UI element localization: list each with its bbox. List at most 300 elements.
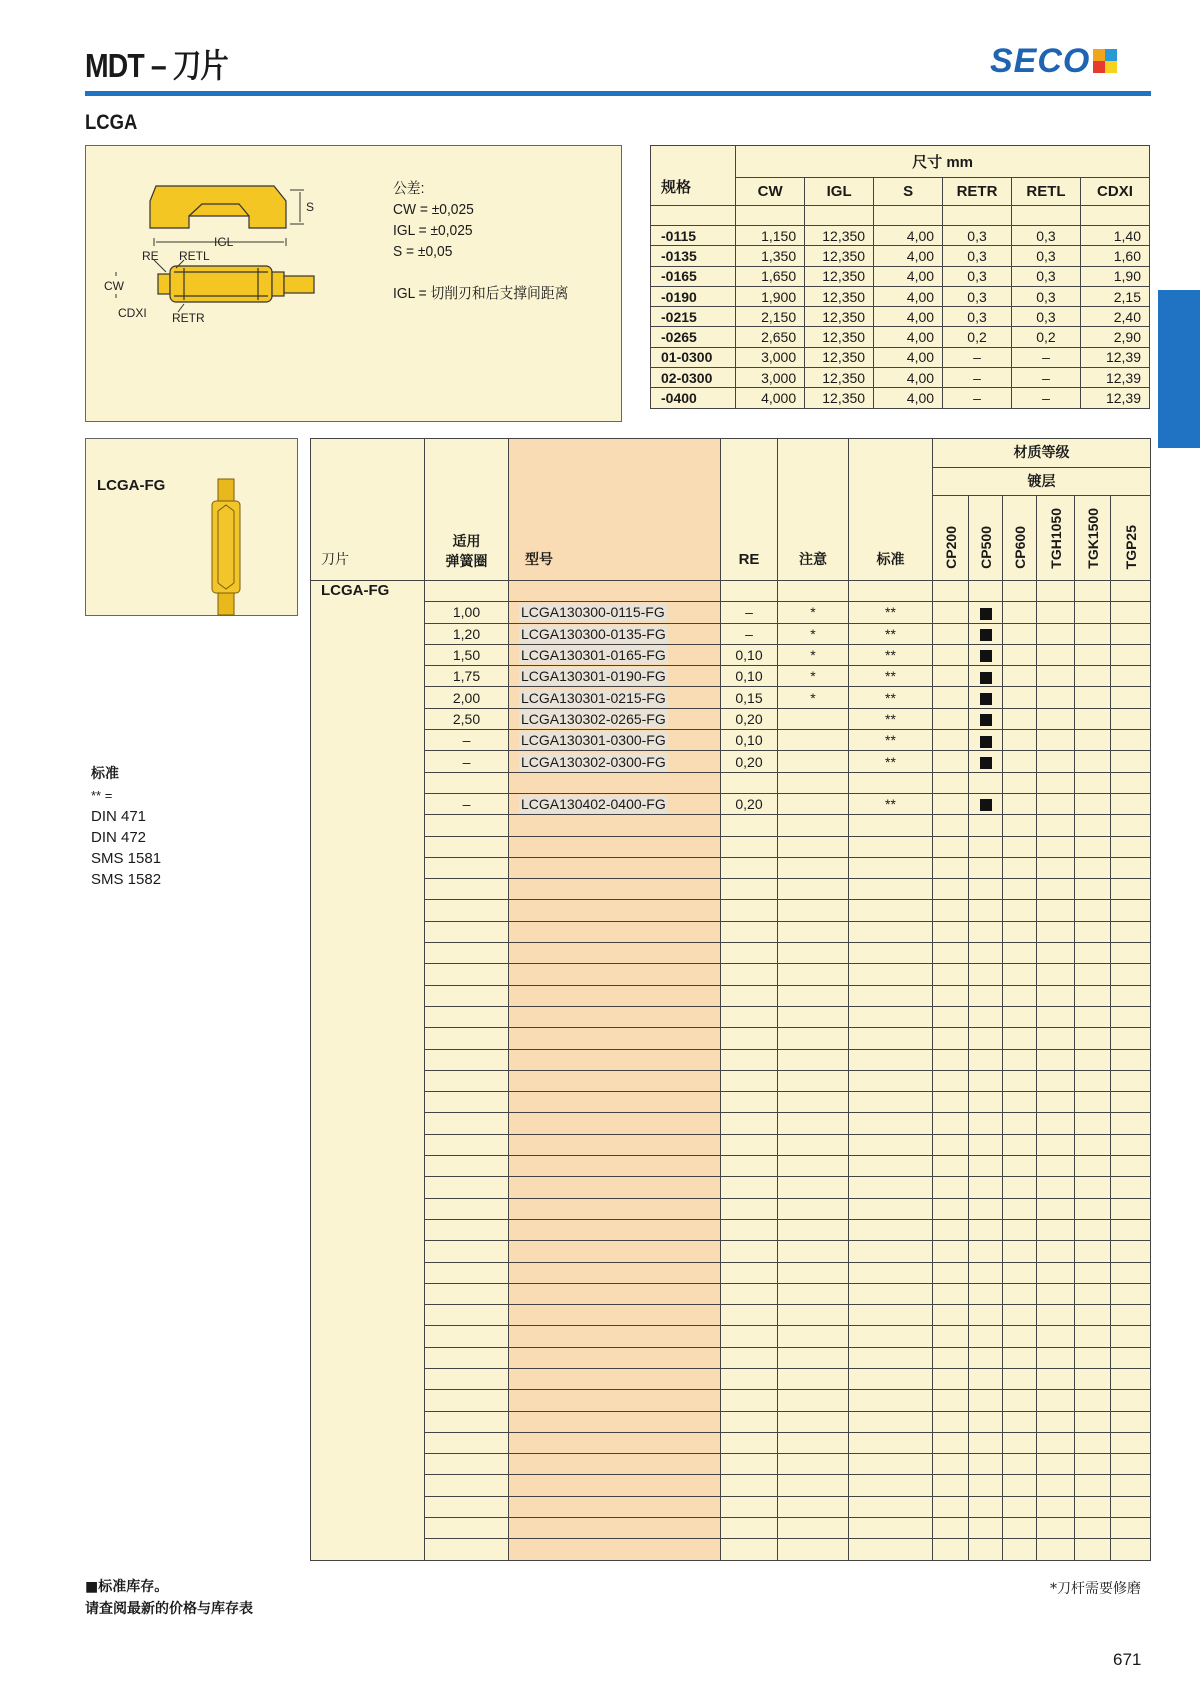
page-title: MDT – 刀片 (85, 47, 228, 84)
model-code-cell (509, 708, 721, 729)
empty-cell (849, 1070, 933, 1091)
group-label: LCGA-FG (311, 581, 425, 1561)
empty-cell (425, 1134, 509, 1155)
insert-drawing (94, 176, 354, 356)
empty-cell (1003, 1347, 1037, 1368)
dim-value-retr: 0,2 (943, 327, 1012, 347)
dim-col-header-cdxi: CDXI (1080, 178, 1149, 206)
empty-row (311, 1539, 1151, 1560)
empty-cell (933, 1518, 969, 1539)
product-row (311, 602, 1151, 623)
empty-cell (1003, 943, 1037, 964)
empty-cell (721, 1241, 778, 1262)
empty-cell (721, 1496, 778, 1517)
empty-cell (721, 815, 778, 836)
empty-cell (1111, 1262, 1151, 1283)
empty-cell (933, 1283, 969, 1304)
stock-cell-cp200 (933, 644, 969, 665)
empty-row (311, 943, 1151, 964)
empty-cell (1111, 1390, 1151, 1411)
empty-cell (933, 1390, 969, 1411)
empty-cell (1111, 1518, 1151, 1539)
size-code: -0165 (651, 266, 736, 286)
empty-cell (969, 985, 1003, 1006)
stock-cell-tgk1500 (1075, 730, 1111, 751)
standard-sms1582: SMS 1582 (91, 871, 162, 888)
stock-cell-tgh1050 (1037, 623, 1075, 644)
empty-cell (509, 1539, 721, 1560)
stock-cell-tgk1500 (1075, 708, 1111, 729)
empty-row (311, 1518, 1151, 1539)
note-mark-cell (778, 751, 849, 772)
empty-cell (1003, 1518, 1037, 1539)
dim-value-cdxi: 12,39 (1080, 368, 1149, 388)
empty-cell (425, 581, 509, 602)
standard-col-header: 标准 (849, 439, 933, 581)
empty-cell (969, 836, 1003, 857)
stock-cell-cp600 (1003, 666, 1037, 687)
empty-cell (1037, 1518, 1075, 1539)
empty-cell (509, 1326, 721, 1347)
empty-cell (969, 1262, 1003, 1283)
empty-cell (1003, 1156, 1037, 1177)
standards-eq: ** = (91, 788, 113, 803)
empty-cell (1003, 879, 1037, 900)
empty-cell (933, 900, 969, 921)
igl-definition: IGL = 切削刃和后支撑间距离 (393, 285, 569, 302)
empty-cell (1037, 943, 1075, 964)
note-mark-cell: * (778, 687, 849, 708)
empty-cell (721, 1326, 778, 1347)
grade-label: CP600 (1011, 526, 1028, 569)
empty-cell (933, 1326, 969, 1347)
empty-row (311, 1092, 1151, 1113)
empty-cell (425, 857, 509, 878)
re-value-cell: 0,20 (721, 708, 778, 729)
standard-din472: DIN 472 (91, 829, 147, 846)
stock-cell-cp200 (933, 602, 969, 623)
empty-cell (1111, 1028, 1151, 1049)
empty-cell (969, 1177, 1003, 1198)
product-row (311, 708, 1151, 729)
empty-cell (849, 1241, 933, 1262)
empty-cell (1075, 1092, 1111, 1113)
empty-cell (933, 1070, 969, 1091)
stock-cell-cp500 (969, 708, 1003, 729)
empty-cell (721, 1198, 778, 1219)
empty-cell (721, 1368, 778, 1389)
empty-cell (509, 1092, 721, 1113)
stock-cell-tgh1050 (1037, 772, 1075, 793)
empty-row (311, 1326, 1151, 1347)
empty-cell (1111, 1454, 1151, 1475)
re-value-cell (721, 772, 778, 793)
logo-squares-icon (1093, 49, 1117, 73)
empty-row (311, 900, 1151, 921)
stock-cell-cp600 (1003, 751, 1037, 772)
empty-cell (778, 879, 849, 900)
empty-cell (849, 1156, 933, 1177)
model-code[interactable]: LCGA130301-0215-FG (521, 689, 666, 706)
empty-cell (778, 1177, 849, 1198)
empty-cell (1075, 1156, 1111, 1177)
model-code-cell (509, 793, 721, 814)
empty-cell (1037, 879, 1075, 900)
empty-cell (1075, 836, 1111, 857)
empty-cell (778, 1390, 849, 1411)
dim-value-cw: 4,000 (736, 388, 805, 408)
empty-cell (509, 1432, 721, 1453)
empty-cell (778, 1134, 849, 1155)
stock-cell-tgk1500 (1075, 751, 1111, 772)
grade-col-header-cp600 (1003, 496, 1037, 581)
dim-value-igl: 12,350 (805, 347, 874, 367)
empty-cell (933, 815, 969, 836)
dim-value-retr: 0,3 (943, 286, 1012, 306)
empty-cell (778, 1475, 849, 1496)
stock-cell-tgp25 (1111, 708, 1151, 729)
standard-mark-cell: ** (849, 644, 933, 665)
dim-row (651, 388, 1150, 408)
tolerance-igl: IGL = ±0,025 (393, 222, 473, 239)
grade-col-header-tgh1050 (1037, 496, 1075, 581)
empty-cell (509, 921, 721, 942)
empty-cell (1075, 1028, 1111, 1049)
empty-cell (425, 964, 509, 985)
empty-cell (425, 1006, 509, 1027)
model-code[interactable]: LCGA130402-0400-FG (521, 796, 666, 813)
stock-cell-cp500 (969, 687, 1003, 708)
size-code: -0215 (651, 307, 736, 327)
stock-cell-tgp25 (1111, 793, 1151, 814)
dim-value-s: 4,00 (874, 368, 943, 388)
spring-ring-size-cell: – (425, 793, 509, 814)
empty-cell (1037, 1156, 1075, 1177)
dim-value-retl: 0,3 (1012, 246, 1081, 266)
empty-cell (1037, 1305, 1075, 1326)
empty-cell (1075, 1518, 1111, 1539)
empty-cell (721, 1283, 778, 1304)
insert-image-panel (85, 438, 298, 616)
empty-cell (721, 1177, 778, 1198)
dim-row (651, 327, 1150, 347)
empty-cell (1075, 964, 1111, 985)
empty-cell (849, 1432, 933, 1453)
tolerance-block (393, 178, 568, 304)
empty-cell (933, 1305, 969, 1326)
grade-label: CP200 (942, 526, 959, 569)
spacer-cell (874, 206, 943, 226)
empty-cell (425, 836, 509, 857)
empty-cell (1111, 1006, 1151, 1027)
size-header: 规格 (651, 146, 736, 206)
spring-ring-col-header: 适用 弹簧圈 (425, 439, 509, 581)
stock-square-icon (980, 608, 992, 620)
spring-ring-size-cell (425, 772, 509, 793)
empty-cell (1003, 921, 1037, 942)
empty-cell (933, 1113, 969, 1134)
dim-value-s: 4,00 (874, 388, 943, 408)
empty-cell (933, 1539, 969, 1560)
dim-value-cdxi: 2,40 (1080, 307, 1149, 327)
empty-cell (849, 1454, 933, 1475)
empty-cell (1037, 1219, 1075, 1240)
empty-cell (849, 1092, 933, 1113)
note-mark-cell (778, 708, 849, 729)
stock-cell-tgp25 (1111, 772, 1151, 793)
footer-notes (85, 1576, 253, 1620)
empty-cell (1037, 1134, 1075, 1155)
empty-cell (509, 1134, 721, 1155)
empty-cell (933, 964, 969, 985)
empty-cell (1111, 1326, 1151, 1347)
empty-cell (969, 581, 1003, 602)
size-code: -0135 (651, 246, 736, 266)
dim-col-header-s: S (874, 178, 943, 206)
grade-label: TGK1500 (1084, 508, 1101, 569)
empty-row (311, 1454, 1151, 1475)
empty-cell (721, 1475, 778, 1496)
empty-cell (1075, 1475, 1111, 1496)
empty-cell (1037, 1411, 1075, 1432)
empty-cell (1075, 1347, 1111, 1368)
empty-cell (721, 836, 778, 857)
empty-cell (933, 985, 969, 1006)
empty-cell (849, 1411, 933, 1432)
empty-cell (933, 1049, 969, 1070)
empty-cell (969, 1305, 1003, 1326)
empty-cell (778, 1539, 849, 1560)
empty-cell (778, 1049, 849, 1070)
empty-cell (969, 1411, 1003, 1432)
stock-cell-cp600 (1003, 644, 1037, 665)
empty-cell (425, 1454, 509, 1475)
empty-cell (1111, 900, 1151, 921)
note-mark-cell: * (778, 666, 849, 687)
empty-cell (1037, 985, 1075, 1006)
empty-cell (969, 1092, 1003, 1113)
empty-cell (1111, 1070, 1151, 1091)
empty-cell (1075, 879, 1111, 900)
empty-cell (849, 1262, 933, 1283)
stock-cell-tgp25 (1111, 666, 1151, 687)
stock-cell-tgp25 (1111, 644, 1151, 665)
empty-row (311, 1241, 1151, 1262)
label-cdxi: CDXI (118, 306, 147, 320)
stock-cell-tgp25 (1111, 687, 1151, 708)
empty-cell (509, 1411, 721, 1432)
empty-cell (721, 857, 778, 878)
stock-square-icon (980, 757, 992, 769)
empty-cell (933, 1156, 969, 1177)
dim-value-cdxi: 1,60 (1080, 246, 1149, 266)
grade-col-header-tgk1500 (1075, 496, 1111, 581)
re-value-cell: 0,15 (721, 687, 778, 708)
empty-cell (778, 1283, 849, 1304)
dim-value-igl: 12,350 (805, 226, 874, 246)
dim-value-igl: 12,350 (805, 286, 874, 306)
empty-cell (1037, 1283, 1075, 1304)
model-code[interactable]: LCGA130301-0300-FG (521, 732, 666, 749)
empty-cell (1111, 857, 1151, 878)
stock-cell-cp200 (933, 666, 969, 687)
empty-row (311, 1368, 1151, 1389)
empty-cell (849, 1326, 933, 1347)
empty-cell (721, 1134, 778, 1155)
empty-cell (1111, 1156, 1151, 1177)
empty-cell (1075, 1390, 1111, 1411)
empty-cell (425, 921, 509, 942)
empty-cell (933, 1262, 969, 1283)
empty-cell (1037, 900, 1075, 921)
empty-cell (933, 581, 969, 602)
empty-cell (509, 1028, 721, 1049)
empty-cell (1037, 1475, 1075, 1496)
empty-cell (933, 1092, 969, 1113)
stock-cell-cp600 (1003, 772, 1037, 793)
empty-row (311, 836, 1151, 857)
empty-cell (933, 1028, 969, 1049)
page-number: 671 (1113, 1650, 1142, 1669)
empty-cell (1075, 1454, 1111, 1475)
empty-cell (1003, 985, 1037, 1006)
empty-cell (509, 1156, 721, 1177)
standards-note (91, 764, 161, 890)
empty-cell (721, 921, 778, 942)
empty-cell (509, 815, 721, 836)
model-code[interactable]: LCGA130301-0165-FG (521, 647, 666, 664)
re-value-cell: 0,20 (721, 751, 778, 772)
empty-cell (509, 1113, 721, 1134)
empty-cell (1037, 1368, 1075, 1389)
stock-cell-tgh1050 (1037, 751, 1075, 772)
empty-cell (721, 581, 778, 602)
empty-cell (778, 1326, 849, 1347)
empty-row (311, 1262, 1151, 1283)
stock-cell-cp500 (969, 602, 1003, 623)
model-code[interactable]: LCGA130302-0300-FG (521, 753, 666, 770)
empty-cell (1111, 1305, 1151, 1326)
empty-cell (1003, 857, 1037, 878)
dim-value-retr: 0,3 (943, 226, 1012, 246)
empty-cell (425, 1177, 509, 1198)
empty-cell (509, 900, 721, 921)
note-mark-cell: * (778, 602, 849, 623)
empty-cell (1003, 1475, 1037, 1496)
empty-cell (1075, 1198, 1111, 1219)
stock-cell-cp500 (969, 730, 1003, 751)
dim-value-s: 4,00 (874, 266, 943, 286)
re-col-header: RE (721, 439, 778, 581)
empty-row (311, 985, 1151, 1006)
dim-value-retl: – (1012, 388, 1081, 408)
empty-cell (509, 1177, 721, 1198)
empty-row (311, 921, 1151, 942)
empty-cell (933, 1368, 969, 1389)
empty-cell (1037, 1092, 1075, 1113)
empty-cell (1111, 964, 1151, 985)
empty-cell (849, 1134, 933, 1155)
empty-cell (778, 1496, 849, 1517)
empty-cell (969, 1539, 1003, 1560)
empty-cell (778, 1070, 849, 1091)
empty-cell (1003, 1092, 1037, 1113)
product-row (311, 730, 1151, 751)
empty-cell (849, 1496, 933, 1517)
grade-label: CP500 (977, 526, 994, 569)
size-code: 02-0300 (651, 368, 736, 388)
tolerance-heading: 公差: (393, 180, 425, 197)
model-code[interactable]: LCGA130301-0190-FG (521, 668, 666, 685)
stock-cell-cp600 (1003, 623, 1037, 644)
empty-cell (1075, 1006, 1111, 1027)
dim-col-header-retl: RETL (1012, 178, 1081, 206)
label-igl: IGL (214, 235, 234, 249)
seco-logo (990, 41, 1117, 80)
empty-cell (1037, 1113, 1075, 1134)
insert-side-view (158, 266, 314, 302)
empty-cell (1075, 1070, 1111, 1091)
empty-cell (1075, 1177, 1111, 1198)
empty-cell (849, 1347, 933, 1368)
empty-cell (1075, 900, 1111, 921)
empty-cell (1037, 1241, 1075, 1262)
empty-cell (721, 879, 778, 900)
empty-cell (425, 1092, 509, 1113)
empty-row (311, 879, 1151, 900)
standard-mark-cell: ** (849, 793, 933, 814)
model-code[interactable]: LCGA130300-0135-FG (521, 625, 666, 642)
dim-value-retl: 0,2 (1012, 327, 1081, 347)
empty-cell (1003, 581, 1037, 602)
empty-cell (849, 1177, 933, 1198)
dim-value-s: 4,00 (874, 246, 943, 266)
empty-cell (849, 1198, 933, 1219)
empty-cell (969, 1028, 1003, 1049)
empty-cell (1003, 1177, 1037, 1198)
empty-cell (1003, 1368, 1037, 1389)
re-value-cell: – (721, 602, 778, 623)
empty-cell (1111, 581, 1151, 602)
empty-cell (778, 1411, 849, 1432)
empty-cell (509, 879, 721, 900)
dim-value-igl: 12,350 (805, 368, 874, 388)
empty-cell (778, 857, 849, 878)
stock-cell-tgk1500 (1075, 793, 1111, 814)
empty-cell (425, 1347, 509, 1368)
empty-cell (933, 1475, 969, 1496)
empty-cell (721, 1518, 778, 1539)
drawing-panel (85, 145, 622, 422)
empty-cell (778, 1156, 849, 1177)
empty-cell (849, 1518, 933, 1539)
dim-value-retr: 0,3 (943, 307, 1012, 327)
section-subtitle: LCGA (85, 111, 138, 134)
stock-cell-cp500 (969, 644, 1003, 665)
empty-cell (1037, 1496, 1075, 1517)
dim-value-retl: – (1012, 347, 1081, 367)
empty-cell (509, 1283, 721, 1304)
dim-value-cdxi: 12,39 (1080, 347, 1149, 367)
empty-cell (969, 1070, 1003, 1091)
model-code-cell (509, 666, 721, 687)
spring-ring-size-cell: – (425, 730, 509, 751)
empty-cell (1111, 1475, 1151, 1496)
empty-cell (1075, 815, 1111, 836)
model-code[interactable]: LCGA130300-0115-FG (521, 604, 665, 621)
empty-cell (969, 1475, 1003, 1496)
model-code[interactable]: LCGA130302-0265-FG (521, 710, 666, 727)
